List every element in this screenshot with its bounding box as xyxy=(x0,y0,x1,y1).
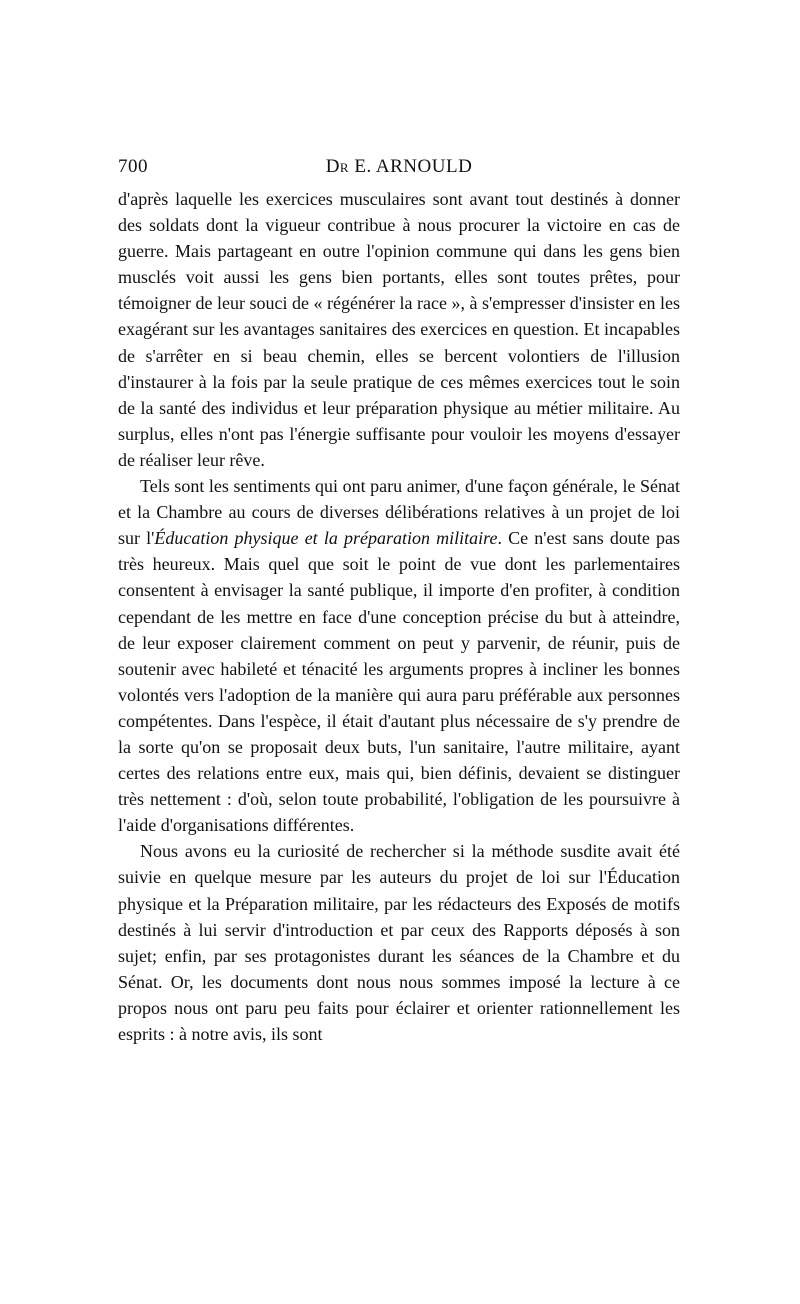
paragraph-1-text: d'après laquelle les exercices musculaires sont avant tout destinés à donner des soldats dont la vigueur contribue à nous procurer la victoire en cas de guerre. Mais partageant en outre l'opinion commune qui dans les gens bien musclés voit aussi les gens bien portants, elles sont toutes prêtes, pour témoigner de leur souci de « régénérer la race », à s'empresser d'insister en les exagérant sur les avantages sanitaires des exercices en question. Et incapables de s'arrêter en si beau chemin, elles se bercent volontiers de l'illusion d'instaurer à la fois par la seule pratique de ces mêmes exercices tout le soin de la santé des individus et leur préparation physique au métier militaire. Au surplus, elles n'ont pas l'énergie suffisante pour vouloir les moyens d'essayer de réaliser leur rêve. xyxy=(118,189,680,470)
paragraph-2-text-start: Tels sont les sentiments qui ont paru animer, d'une façon générale, le Sénat et la Chambre au cours de diverses délibérations relatives à un projet de loi sur l' xyxy=(118,476,680,549)
running-head: Dr E. ARNOULD xyxy=(325,156,473,177)
law-title-italic: Éducation physique et la préparation militaire xyxy=(154,528,498,549)
page-number: 700 xyxy=(118,156,148,177)
paragraph-1 xyxy=(118,186,680,473)
page-header xyxy=(118,150,680,186)
book-page xyxy=(118,150,680,1047)
paragraph-3-text: Nous avons eu la curiosité de rechercher si la méthode susdite avait été suivie en quelque mesure par les auteurs du projet de loi sur l'Éducation physique et la Préparation militaire, par les rédacteurs des Exposés de motifs destinés à lui servir d'introduction et par ceux des Rapports déposés à son sujet; enfin, par ses protagonistes durant les séances de la Chambre et du Sénat. Or, les documents dont nous nous sommes imposé la lecture à ce propos nous ont paru peu faits pour éclairer et orienter rationnellement les esprits : à notre avis, ils sont xyxy=(118,841,680,1044)
paragraph-2-text-end: . Ce n'est sans doute pas très heureux. Mais quel que soit le point de vue dont les parlementaires consentent à envisager la santé publique, il importe d'en profiter, à condition cependant de les mettre en face d'une conception précise du but à atteindre, de leur exposer clairement comment on peut y parvenir, de réunir, puis de soutenir avec habileté et ténacité les arguments propres à incliner les bonnes volontés vers l'adoption de la manière qui aura paru préférable aux personnes compétentes. Dans l'espèce, il était d'autant plus nécessaire de s'y prendre de la sorte qu'on se proposait deux buts, l'un sanitaire, l'autre militaire, ayant certes des relations entre eux, mais qui, bien définis, devaient se distinguer très nettement : d'où, selon toute probabilité, l'obligation de les poursuivre à l'aide d'organisations différentes. xyxy=(118,528,681,836)
paragraph-2 xyxy=(118,473,680,838)
body-text xyxy=(118,186,680,1047)
paragraph-3 xyxy=(118,838,680,1047)
